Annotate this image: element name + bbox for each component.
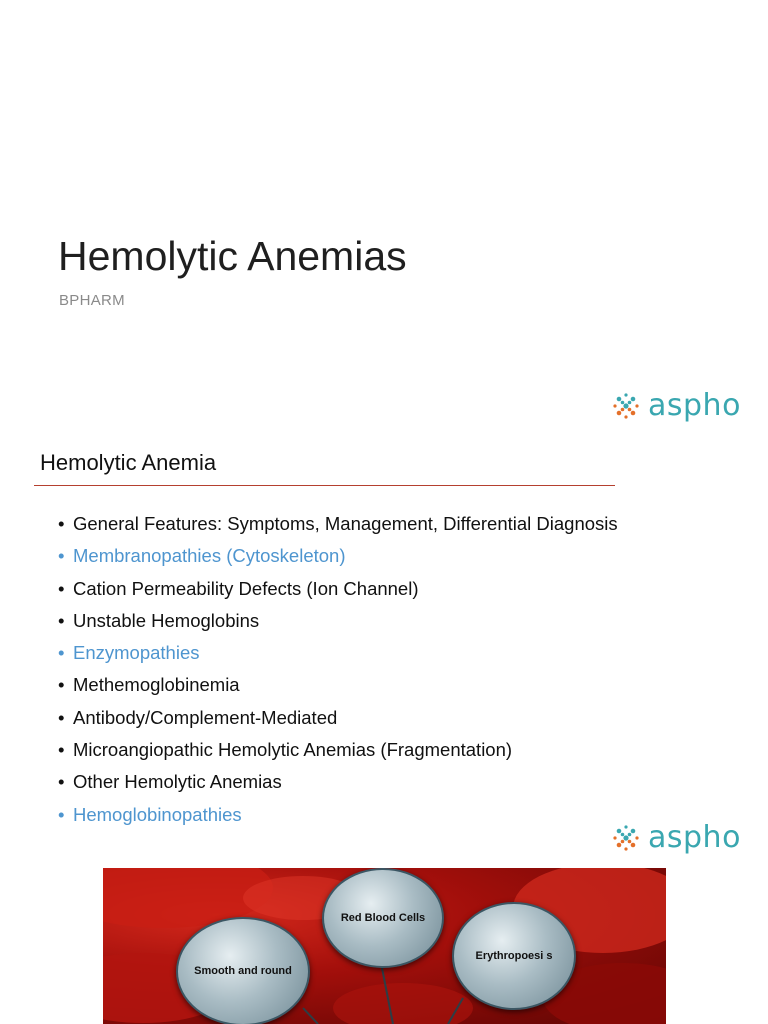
bullet-dot: • [58,577,65,599]
bullet-dot: • [58,706,65,728]
bubble-red-blood-cells: Red Blood Cells [322,868,444,968]
red-blood-cells-diagram [103,868,666,1024]
topic-item-text: Methemoglobinemia [73,674,240,696]
aspho-logo-footer [610,820,741,855]
topic-item-text: Antibody/Complement-Mediated [73,706,338,728]
bullet-dot: • [58,642,65,664]
topic-item [58,766,618,798]
slide-title: Hemolytic Anemias [58,233,407,279]
topic-item [58,734,618,766]
slide-subtitle: BPHARM [59,292,125,309]
topic-item [58,669,618,701]
topic-item [58,702,618,734]
bubble-smooth-and-round: Smooth and round [176,917,310,1024]
topic-item-text: Unstable Hemoglobins [73,609,260,631]
aspho-logo-text: aspho [648,820,741,855]
outline-heading: Hemolytic Anemia [40,450,217,475]
topic-item [58,799,618,831]
bullet-dot: • [58,803,65,825]
topic-list [58,508,618,831]
bullet-dot: • [58,739,65,761]
topic-item [58,605,618,637]
bullet-dot: • [58,609,65,631]
topic-item [58,573,618,605]
topic-item-text: Cation Permeability Defects (Ion Channel) [73,577,419,599]
topic-item-text: Microangiopathic Hemolytic Anemias (Fragmentation) [73,739,513,761]
topic-item [58,637,618,669]
topic-item-text: Enzymopathies [73,642,200,664]
topic-item [58,540,618,572]
bullet-dot: • [58,545,65,567]
topic-item-text: General Features: Symptoms, Management, Differential Diagnosis [73,513,618,534]
bullet-dot: • [58,513,65,534]
topic-item [58,508,618,540]
title-slide [0,0,768,432]
bullet-dot: • [58,674,65,696]
topic-item-text: Other Hemolytic Anemias [73,771,282,793]
aspho-logo-text: aspho [648,388,741,423]
topic-item-text: Hemoglobinopathies [73,803,242,825]
bullet-dot: • [58,771,65,793]
aspho-logo [610,388,741,423]
aspho-logo-icon [610,390,642,422]
heading-divider [34,485,615,486]
bubble-erythropoesis: Erythropoesi s [452,902,576,1010]
aspho-logo-icon [610,822,642,854]
topic-item-text: Membranopathies (Cytoskeleton) [73,545,346,567]
